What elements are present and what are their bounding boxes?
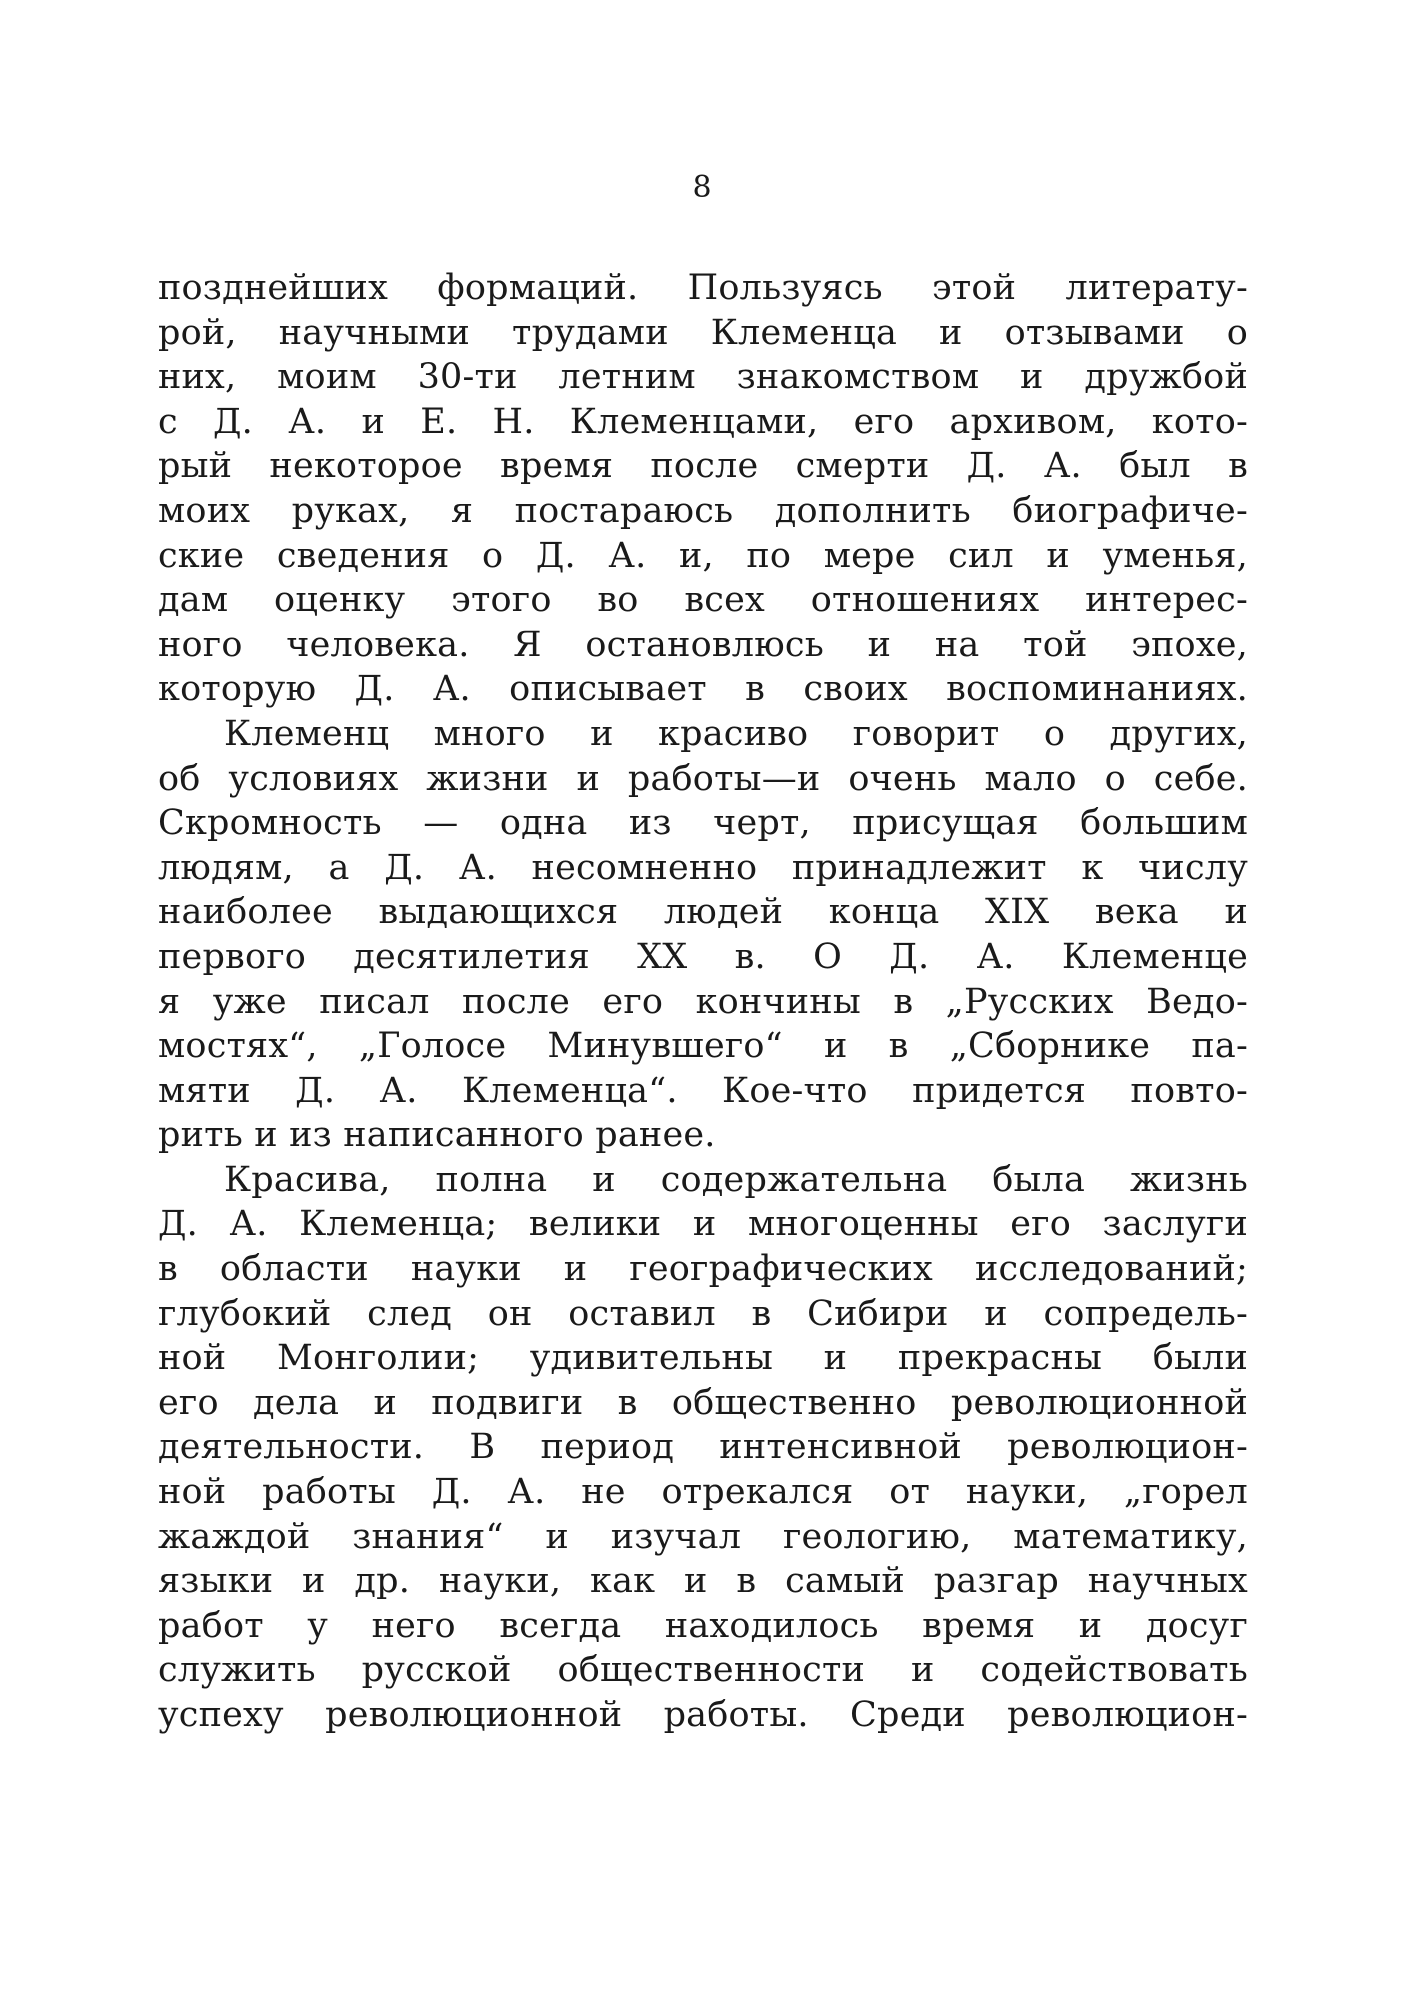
text-line: первого десятилетия XX в. О Д. А. Клеменце: [158, 936, 1248, 977]
text-line: рый некоторое время после смерти Д. А. был в: [158, 446, 1248, 487]
text-line: с Д. А. и Е. Н. Клеменцами, его архивом, кото-: [158, 401, 1248, 442]
text-line: работ у него всегда находилось время и досуг: [158, 1605, 1248, 1646]
text-line: глубокий след он оставил в Сибири и сопредель-: [158, 1293, 1248, 1334]
text-line: ного человека. Я остановлюсь и на той эпохе,: [158, 624, 1248, 665]
text-line: его дела и подвиги в общественно революционной: [158, 1382, 1248, 1423]
text-line: ские сведения о Д. А. и, по мере сил и уменья,: [158, 535, 1248, 576]
page-number: 8: [692, 170, 712, 205]
text-line: ной Монголии; удивительны и прекрасны были: [158, 1338, 1248, 1379]
text-line: деятельности. В период интенсивной революцион-: [158, 1427, 1248, 1468]
text-line: Клеменц много и красиво говорит о других,: [224, 713, 1248, 754]
text-line: наиболее выдающихся людей конца XIX века и: [158, 892, 1248, 933]
text-line: людям, а Д. А. несомненно принадлежит к числу: [158, 847, 1248, 888]
text-line: я уже писал после его кончины в „Русских Ведо-: [158, 981, 1248, 1022]
text-line: языки и др. науки, как и в самый разгар научных: [158, 1561, 1248, 1602]
text-line: моих руках, я постараюсь дополнить биографиче-: [158, 490, 1248, 531]
text-line: мяти Д. А. Клеменца“. Кое-что придется повто-: [158, 1070, 1248, 1111]
text-line: успеху революционной работы. Среди революцион-: [158, 1695, 1248, 1735]
paragraph: [158, 712, 1248, 1158]
text-line: ной работы Д. А. не отрекался от науки, „горел: [158, 1472, 1248, 1513]
text-line: позднейших формаций. Пользуясь этой литерату-: [158, 268, 1248, 308]
text-line: которую Д. А. описывает в своих воспоминаниях.: [158, 669, 1248, 710]
paragraph: [158, 1158, 1248, 1738]
text-line: Скромность — одна из черт, присущая большим: [158, 803, 1248, 844]
text-line: жаждой знания“ и изучал геологию, математику,: [158, 1516, 1248, 1557]
text-line: об условиях жизни и работы—и очень мало о себе.: [158, 758, 1248, 799]
paragraph: [158, 266, 1248, 712]
body-text: [158, 266, 1248, 1738]
text-line: в области науки и географических исследований;: [158, 1249, 1248, 1290]
text-line: рой, научными трудами Клеменца и отзывами о: [158, 312, 1248, 353]
text-line: мостях“, „Голосе Минувшего“ и в „Сборнике па-: [158, 1026, 1248, 1067]
text-line: Д. А. Клеменца; велики и многоценны его заслуги: [158, 1204, 1248, 1245]
text-line: дам оценку этого во всех отношениях интерес-: [158, 580, 1248, 621]
text-line: Красива, полна и содержательна была жизнь: [224, 1159, 1248, 1200]
text-line: служить русской общественности и содействовать: [158, 1650, 1248, 1691]
text-line: них, моим 30-ти летним знакомством и дружбой: [158, 357, 1248, 398]
text-line: рить и из написанного ранее.: [158, 1115, 716, 1156]
